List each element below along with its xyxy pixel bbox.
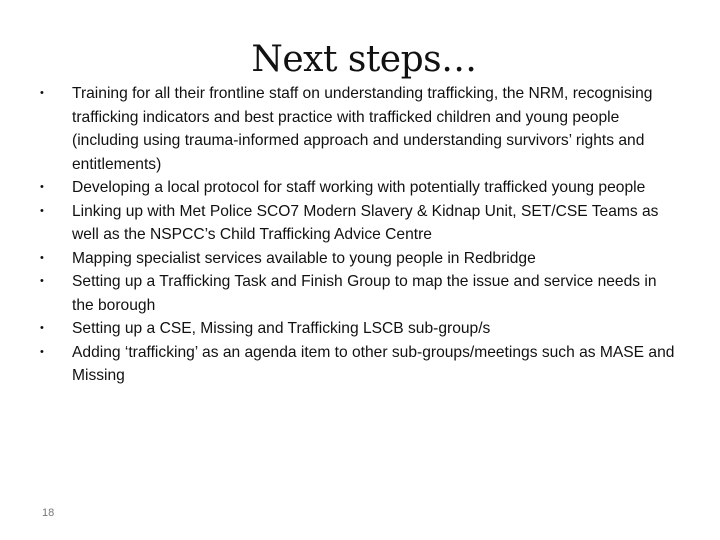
bullet-text: Training for all their frontline staff on understanding trafficking, the NRM, recognising trafficking indicators and best practice with trafficked children and young people (including using trauma-informed approach and understanding survivors’ rights and entitlements) [72, 85, 653, 173]
bullet-text: Setting up a CSE, Missing and Trafficking LSCB sub-group/s [72, 320, 491, 337]
slide-number: 18 [42, 507, 55, 519]
bullet-item-training [40, 82, 680, 176]
bullet-text: Adding ‘trafficking’ as an agenda item to other sub-groups/meetings such as MASE and Missing [72, 343, 675, 384]
bullet-item-agenda [40, 341, 680, 388]
bullet-text: Setting up a Trafficking Task and Finish Group to map the issue and service needs in the borough [72, 273, 657, 314]
bullet-icon: • [40, 251, 44, 264]
slide-title: Next steps… [251, 39, 477, 81]
bullet-icon: • [40, 345, 44, 358]
bullet-icon: • [40, 204, 44, 217]
bullet-icon: • [40, 87, 44, 99]
bullet-text: Developing a local protocol for staff working with potentially trafficked young people [72, 179, 646, 196]
bullet-item-mapping-services [40, 247, 680, 271]
bullet-text: Linking up with Met Police SCO7 Modern Slavery & Kidnap Unit, SET/CSE Teams as well as the NSPCC’s Child Trafficking Advice Centre [72, 202, 659, 243]
bullet-text: Mapping specialist services available to young people in Redbridge [72, 249, 536, 267]
bullet-icon: • [40, 181, 44, 193]
bullet-item-lscb-subgroup [40, 317, 680, 341]
bullet-item-task-group [40, 270, 680, 317]
bullet-item-local-protocol [40, 176, 680, 200]
bullet-list [40, 82, 680, 388]
bullet-icon: • [40, 275, 44, 287]
bullet-item-linking-up [40, 200, 680, 247]
bullet-icon: • [40, 322, 44, 334]
